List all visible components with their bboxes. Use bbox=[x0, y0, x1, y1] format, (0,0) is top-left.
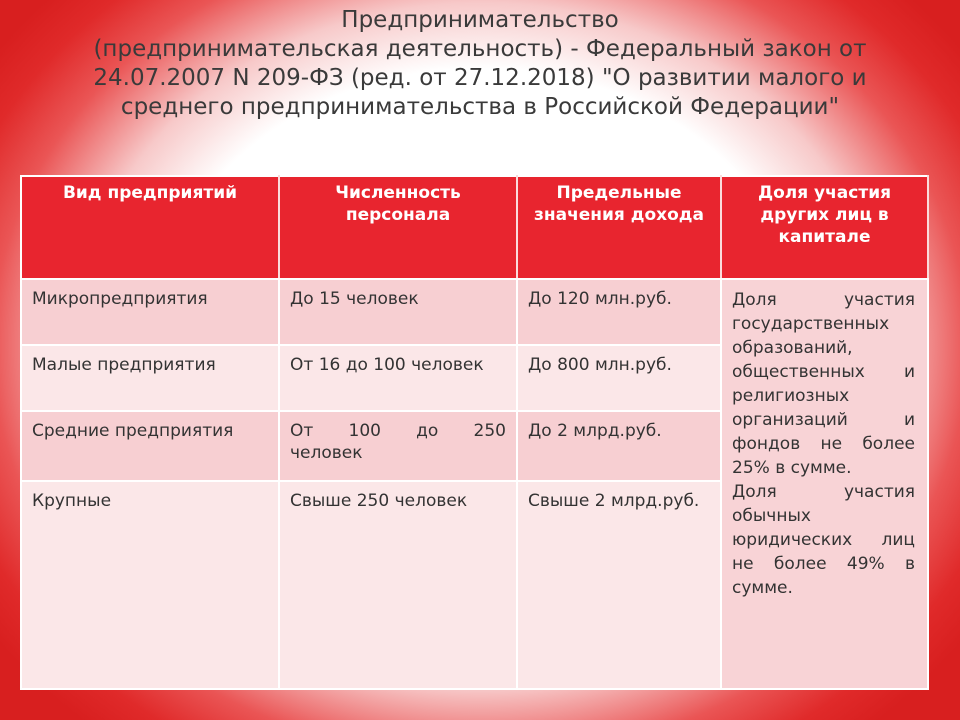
title-line-3: 24.07.2007 N 209-ФЗ (ред. от 27.12.2018) "О развитии малого и bbox=[93, 65, 867, 91]
staff-line: человек bbox=[290, 443, 363, 463]
cell-type: Микропредприятия bbox=[21, 279, 279, 345]
cell-type: Средние предприятия bbox=[21, 411, 279, 481]
slide-title bbox=[40, 6, 920, 122]
title-line-1: Предпринимательство bbox=[341, 7, 619, 33]
title-line-4: среднего предпринимательства в Российской Федерации" bbox=[120, 94, 840, 120]
cell-staff bbox=[279, 411, 517, 481]
capital-share-text: Доля участия государственных образований, общественных и религиозных организаций и фондов не более 25% в сумме. Доля участия обычных юридических лиц не более 49% в сумме. bbox=[732, 290, 915, 598]
cell-income: До 2 млрд.руб. bbox=[517, 411, 721, 481]
header-enterprise-type: Вид предприятий bbox=[21, 176, 279, 279]
cell-type: Крупные bbox=[21, 481, 279, 689]
title-line-2: (предпринимательская деятельность) - Федеральный закон от bbox=[93, 36, 867, 62]
header-income-limit: Предельные значения дохода bbox=[517, 176, 721, 279]
cell-income: Свыше 2 млрд.руб. bbox=[517, 481, 721, 689]
table-row bbox=[21, 279, 928, 345]
cell-staff: До 15 человек bbox=[279, 279, 517, 345]
header-staff-count: Численность персонала bbox=[279, 176, 517, 279]
cell-income: До 120 млн.руб. bbox=[517, 279, 721, 345]
header-capital-share: Доля участия других лиц в капитале bbox=[721, 176, 928, 279]
table-header-row bbox=[21, 176, 928, 279]
cell-staff: От 16 до 100 человек bbox=[279, 345, 517, 411]
cell-capital-share bbox=[721, 279, 928, 689]
cell-staff: Свыше 250 человек bbox=[279, 481, 517, 689]
enterprise-criteria-table bbox=[20, 175, 929, 690]
cell-type: Малые предприятия bbox=[21, 345, 279, 411]
cell-income: До 800 млн.руб. bbox=[517, 345, 721, 411]
staff-line: От 100 до 250 bbox=[290, 421, 506, 441]
